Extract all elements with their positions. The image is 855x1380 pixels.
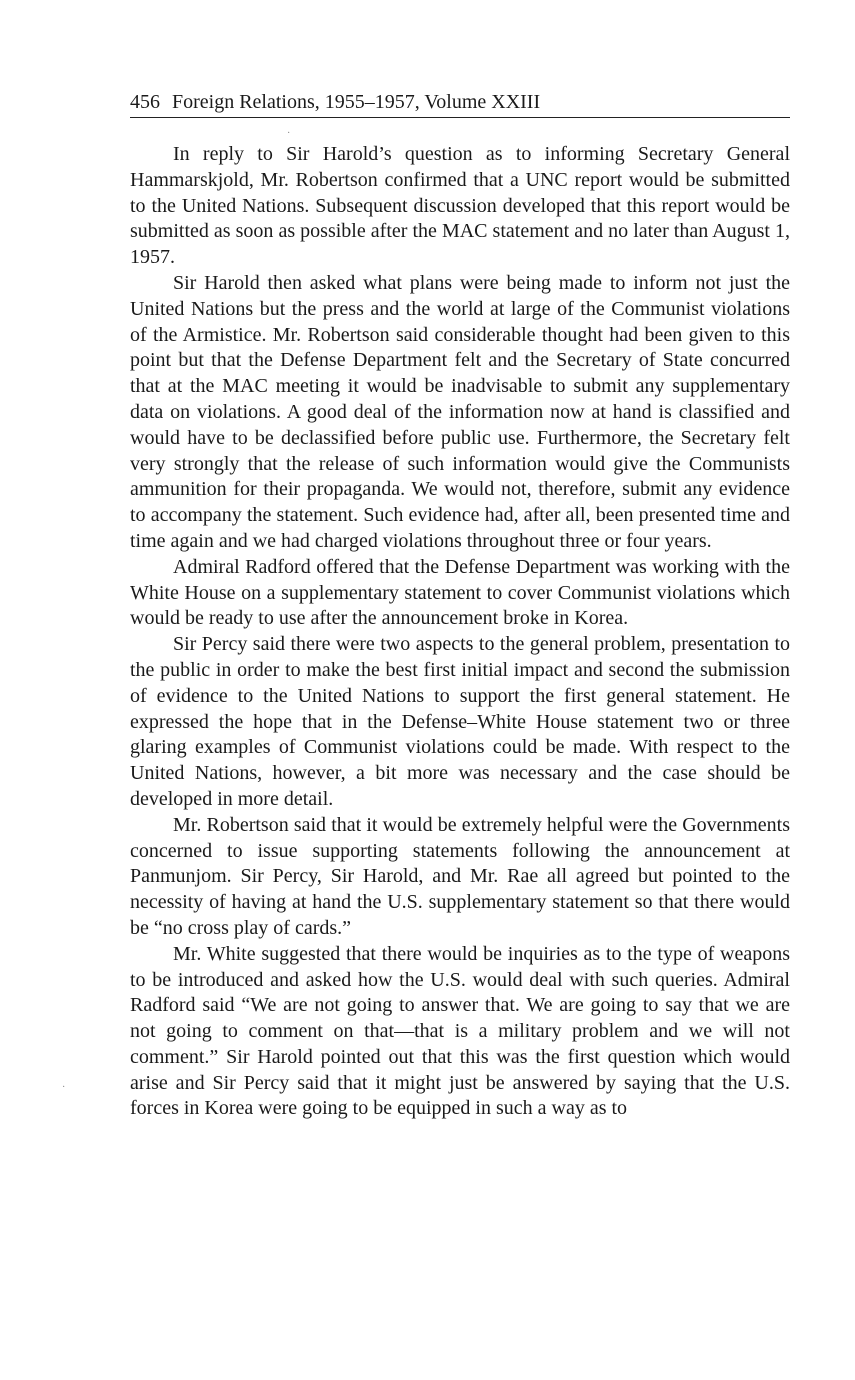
scan-speck: · bbox=[287, 128, 291, 139]
paragraph: Sir Percy said there were two aspects to the general problem, presentation to the public in order to make the best first initial impact and second the submission of evidence to the United Nations to support the first general statement. He expressed the hope that in the Defense–White House statement two or three glaring examples of Communist violations could be made. With respect to the United Nations, however, a bit more was necessary and the case should be developed in more detail. bbox=[130, 633, 790, 810]
paragraph: In reply to Sir Harold’s question as to informing Secretary General Hammarskjold, Mr. Robertson confirmed that a UNC report would be submitted to the United Nations. Subsequent discussion developed that this report would be submitted as soon as possible after the MAC statement and no later than August 1, 1957. bbox=[130, 143, 790, 269]
paragraph: Sir Harold then asked what plans were being made to inform not just the United Nations but the press and the world at large of the Communist violations of the Armistice. Mr. Robertson said considerable thought had been given to this point but that the Defense Department felt and the Secretary of State concurred that at the MAC meeting it would be inadvisable to submit any supplementary data on violations. A good deal of the information now at hand is classified and would have to be declassified before public use. Furthermore, the Secretary felt very strongly that the release of such information would give the Communists ammunition for their propaganda. We would not, therefore, submit any evidence to accompany the statement. Such evidence had, after all, been presented time and time again and we had charged violations throughout three or four years. bbox=[130, 271, 790, 552]
paragraph: Admiral Radford offered that the Defense Department was working with the White House on a supplementary statement to cover Communist violations which would be ready to use after the announcement broke in Korea. bbox=[130, 555, 790, 630]
paragraph: Mr. Robertson said that it would be extremely helpful were the Governments concerned to issue supporting statements following the announcement at Panmunjom. Sir Percy, Sir Harold, and Mr. Rae all agreed but pointed to the necessity of having at hand the U.S. supplementary statement so that there would be “no cross play of cards.” bbox=[130, 813, 790, 939]
paragraph: Mr. White suggested that there would be inquiries as to the type of weapons to be introduced and asked how the U.S. would deal with such queries. Admiral Radford said “We are not going to answer that. We are going to say that we are not going to comment on that—that is a military problem and we will not comment.” Sir Harold pointed out that this was the first question which would arise and Sir Percy said that it might just be answered by saying that the U.S. forces in Korea were going to be equipped in such a way as to bbox=[130, 942, 790, 1120]
scan-speck: · bbox=[62, 1082, 66, 1093]
page-number: 456 bbox=[130, 91, 160, 113]
running-header bbox=[130, 89, 790, 118]
running-title: Foreign Relations, 1955–1957, Volume XXIII bbox=[172, 91, 541, 113]
body-text bbox=[130, 142, 790, 1122]
